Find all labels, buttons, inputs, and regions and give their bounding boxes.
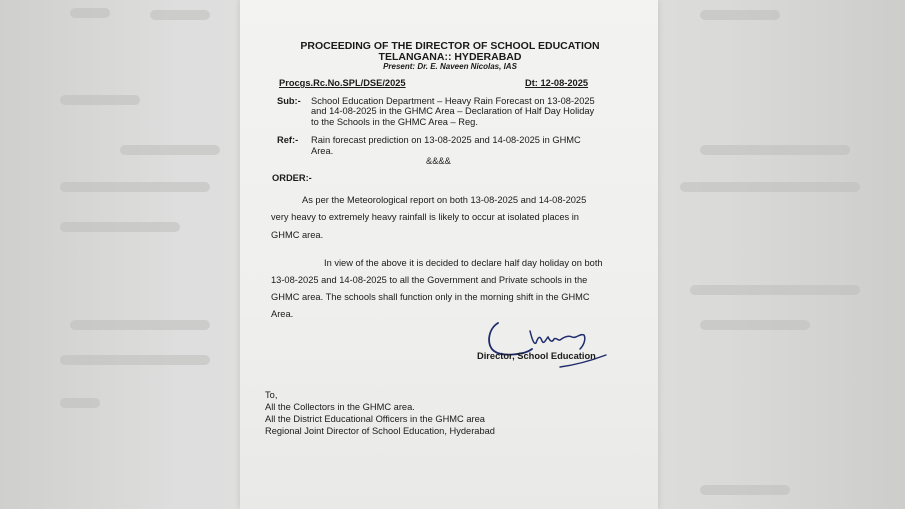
order-para2-line-4: Area. <box>271 309 294 319</box>
signatory-title: Director, School Education <box>477 351 596 361</box>
blurred-text-line <box>60 222 180 232</box>
recipient-line-2: All the District Educational Officers in the GHMC area <box>265 414 485 424</box>
header-title: PROCEEDING OF THE DIRECTOR OF SCHOOL EDUCATION <box>300 40 600 52</box>
recipient-line-1: All the Collectors in the GHMC area. <box>265 402 415 412</box>
blurred-text-line <box>70 8 110 18</box>
blurred-text-line <box>150 10 210 20</box>
blurred-text-line <box>120 145 220 155</box>
ref-line-2: Area. <box>311 146 334 156</box>
subject-line-2: and 14-08-2025 in the GHMC Area – Declaration of Half Day Holiday <box>311 106 595 116</box>
order-para1-line-1: As per the Meteorological report on both 13-08-2025 and 14-08-2025 <box>302 195 587 205</box>
document-page <box>240 0 658 509</box>
blurred-text-line <box>60 182 210 192</box>
blurred-text-line <box>60 355 210 365</box>
header-location: TELANGANA:: HYDERABAD <box>378 51 522 63</box>
blurred-text-line <box>60 95 140 105</box>
ref-label: Ref:- <box>277 135 299 145</box>
order-para2-line-3: GHMC area. The schools shall function only in the morning shift in the GHMC <box>271 292 590 302</box>
blurred-text-line <box>700 320 810 330</box>
order-para2-line-2: 13-08-2025 and 14-08-2025 to all the Government and Private schools in the <box>271 275 588 285</box>
order-label: ORDER:- <box>272 173 312 183</box>
blurred-text-line <box>690 285 860 295</box>
blurred-text-line <box>60 398 100 408</box>
recipient-line-3: Regional Joint Director of School Education, Hyderabad <box>265 426 495 436</box>
subject-line-3: to the Schools in the GHMC Area – Reg. <box>311 117 478 127</box>
blurred-text-line <box>700 10 780 20</box>
subject-label: Sub:- <box>277 96 301 106</box>
blurred-text-line <box>680 182 860 192</box>
blurred-text-line <box>70 320 210 330</box>
order-para2-line-1: In view of the above it is decided to declare half day holiday on both <box>324 258 603 268</box>
recipients-to: To, <box>265 390 278 400</box>
order-para1-line-2: very heavy to extremely heavy rainfall is likely to occur at isolated places in <box>271 212 579 222</box>
ref-line-1: Rain forecast prediction on 13-08-2025 and 14-08-2025 in GHMC <box>311 135 581 145</box>
blurred-text-line <box>700 485 790 495</box>
proceedings-number: Procgs.Rc.No.SPL/DSE/2025 <box>279 78 406 88</box>
handwritten-signature <box>480 315 620 373</box>
separator: &&&& <box>426 156 451 166</box>
header-present: Present: Dr. E. Naveen Nicolas, IAS <box>383 62 517 71</box>
blurred-text-line <box>700 145 850 155</box>
order-para1-line-3: GHMC area. <box>271 230 324 240</box>
order-date: Dt: 12-08-2025 <box>525 78 589 88</box>
subject-line-1: School Education Department – Heavy Rain Forecast on 13-08-2025 <box>311 96 595 106</box>
